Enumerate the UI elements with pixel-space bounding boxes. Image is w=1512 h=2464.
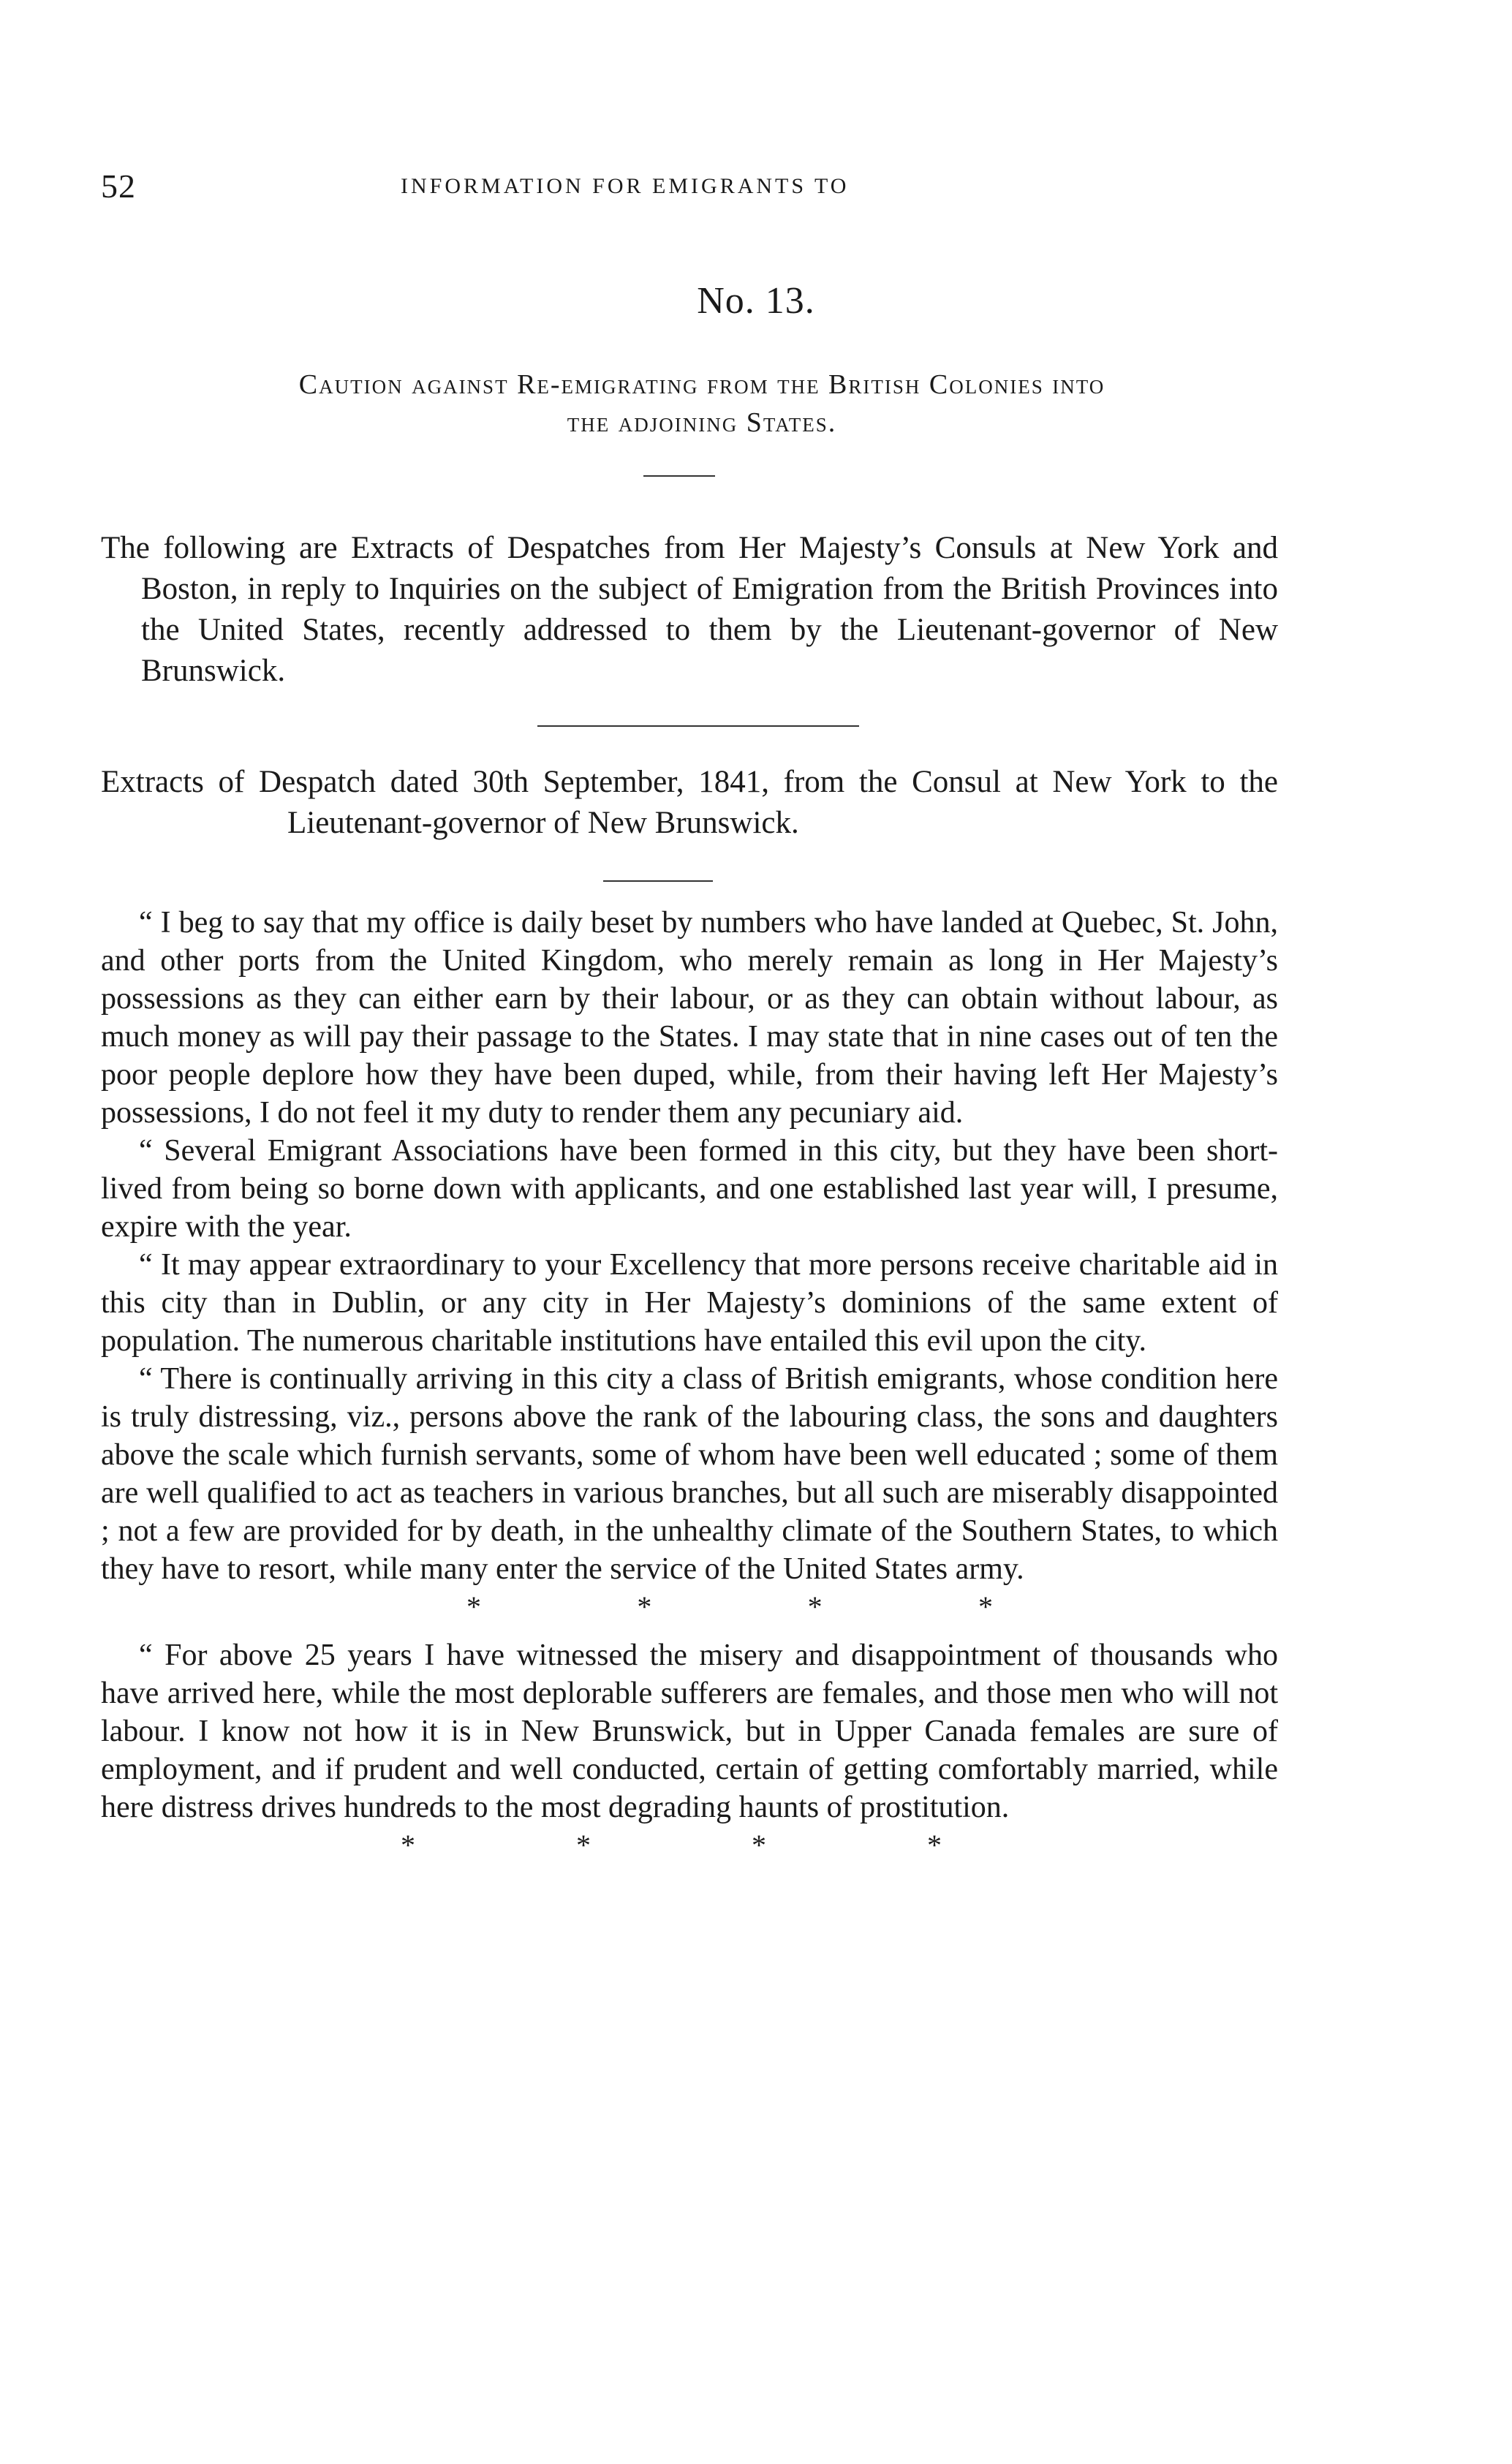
ellipsis-star: * (927, 1829, 942, 1862)
running-header (101, 167, 1278, 203)
extract-heading: Extracts of Despatch dated 30th September, 1841, from the Consul at New York to the Lieutenant-governor of New Brunswick. (101, 765, 1278, 840)
running-title: INFORMATION FOR EMIGRANTS TO (401, 174, 850, 198)
despatch-body (101, 904, 1278, 1864)
intro-paragraph: The following are Extracts of Despatches from Her Majesty’s Consuls at New York and Boston, in reply to Inquiries on the subject of Emigration from the British Provinces into the United States, recently addressed to them by the Lieutenant-governor of New Brunswick. (101, 531, 1278, 688)
section-title (132, 366, 1272, 442)
ellipsis-star: * (466, 1590, 481, 1623)
body-paragraph: “ For above 25 years I have witnessed the misery and disappointment of thousands who have arrived here, while the most deplorable sufferers are females, and those men who will not labour. I know not how it is in New Brunswick, but in Upper Canada females are sure of employment, and if prudent and well conducted, certain of getting comfortably married, while here distress drives hundreds to the most degrading haunts of prostitution. (101, 1639, 1278, 1824)
body-paragraph: “ I beg to say that my office is daily beset by numbers who have landed at Quebec, St. John, and other ports from the United Kingdom, who merely remain as long in Her Majesty’s possessions as they can either earn by their labour, or as they can obtain without labour, as much money as will pay their passage to the States. I may state that in nine cases out of ten the poor people deplore how they have been duped, while, from their having left Her Majesty’s possessions, I do not feel it my duty to render them any pecuniary aid. (101, 906, 1278, 1130)
body-paragraph: “ There is continually arriving in this city a class of British emigrants, whose condition here is truly distressing, viz., persons above the rank of the labouring class, the sons and daughters above the scale which furnish servants, some of whom have been well educated ; some of them are well qualified to act as teachers in various branches, but all such are miserably disappointed ; not a few are provided for by death, in the unhealthy climate of the Southern States, to which they have to resort, while many enter the service of the United States army. (101, 1362, 1278, 1586)
ellipsis-star: * (401, 1829, 415, 1862)
divider-rule (603, 880, 713, 882)
page-number: 52 (101, 167, 136, 205)
section-number: No. 13. (697, 280, 815, 322)
section-title-line-1: Caution against Re-emigrating from the British Colonies into (298, 369, 1105, 400)
divider-rule (643, 475, 715, 477)
body-paragraph: “ Several Emigrant Associations have been formed in this city, but they have been short-lived from being so borne down with applicants, and one established last year will, I presume, expire with the year. (101, 1134, 1278, 1244)
divider-rule (537, 725, 859, 727)
section-title-line-2: the adjoining States. (567, 407, 837, 438)
ellipsis-star: * (637, 1590, 652, 1623)
ellipsis-star: * (978, 1590, 993, 1623)
body-paragraph: “ It may appear extraordinary to your Excellency that more persons receive charitable aid in this city than in Dublin, or any city in Her Majesty’s dominions of the same extent of population. The numerous charitable institutions have entailed this evil upon the city. (101, 1248, 1278, 1358)
ellipsis-star: * (752, 1829, 766, 1862)
ellipsis-star: * (576, 1829, 591, 1862)
ellipsis-stars (466, 1588, 993, 1626)
ellipsis-star: * (807, 1590, 823, 1623)
ellipsis-stars (401, 1826, 942, 1864)
